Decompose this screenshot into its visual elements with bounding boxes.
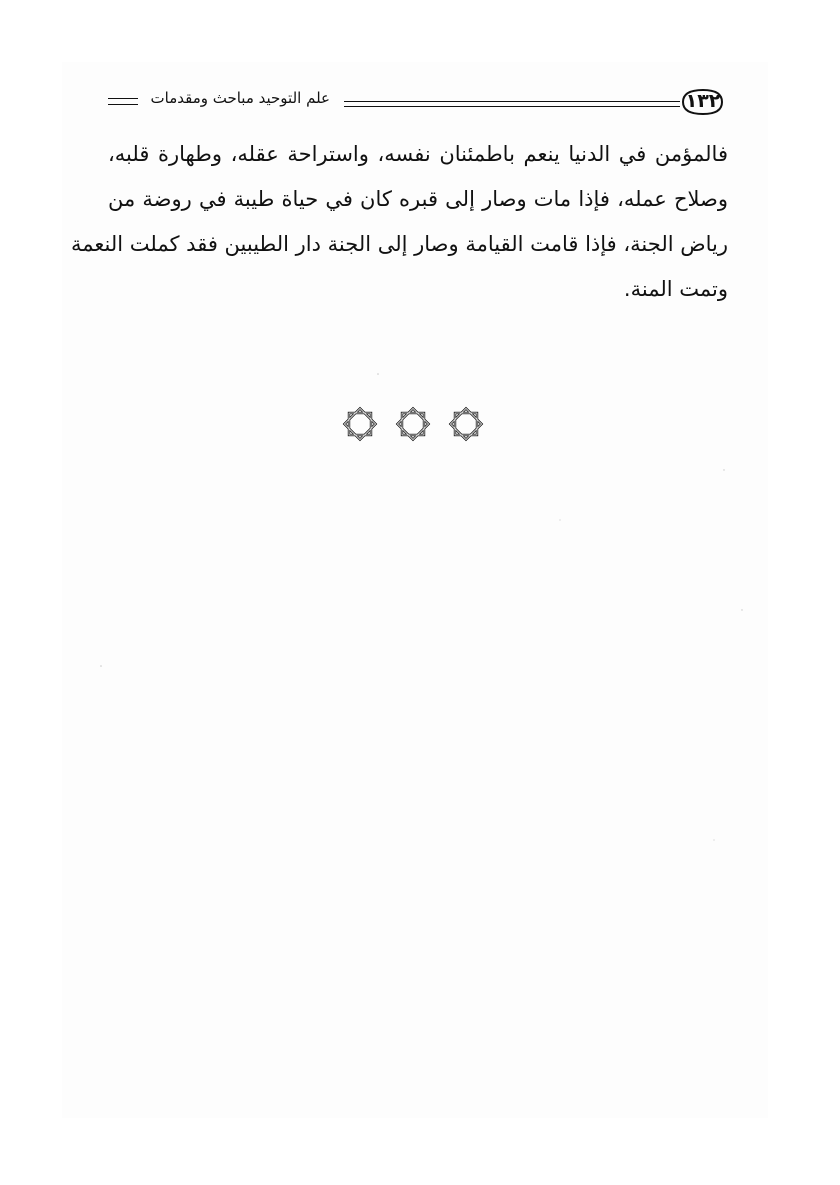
header-dash-bottom: [108, 104, 138, 105]
star-ornament-icon: [340, 404, 380, 444]
header-dash-top: [108, 98, 138, 99]
star-ornament-icon: [393, 404, 433, 444]
section-divider: [340, 404, 486, 444]
star-ornament-icon: [446, 404, 486, 444]
page-number: ١٣٢: [685, 90, 721, 112]
header-rule-top: [344, 101, 680, 102]
paragraph-line: وصلاح عمله، فإذا مات وصار إلى قبره كان في حياة طيبة في روضة من: [108, 187, 728, 211]
running-title: علم التوحيد مباحث ومقدمات: [150, 89, 330, 107]
header-rule-bottom: [344, 106, 680, 107]
page-number-badge: [678, 88, 728, 116]
paragraph: [71, 132, 728, 312]
paragraph-line: فالمؤمن في الدنيا ينعم باطمئنان نفسه، واستراحة عقله، وطهارة قلبه،: [108, 142, 728, 166]
paragraph-line: وتمت المنة.: [623, 277, 728, 301]
page-header: [108, 88, 728, 128]
paragraph-line: رياض الجنة، فإذا قامت القيامة وصار إلى الجنة دار الطيبين فقد كملت النعمة: [71, 232, 728, 256]
